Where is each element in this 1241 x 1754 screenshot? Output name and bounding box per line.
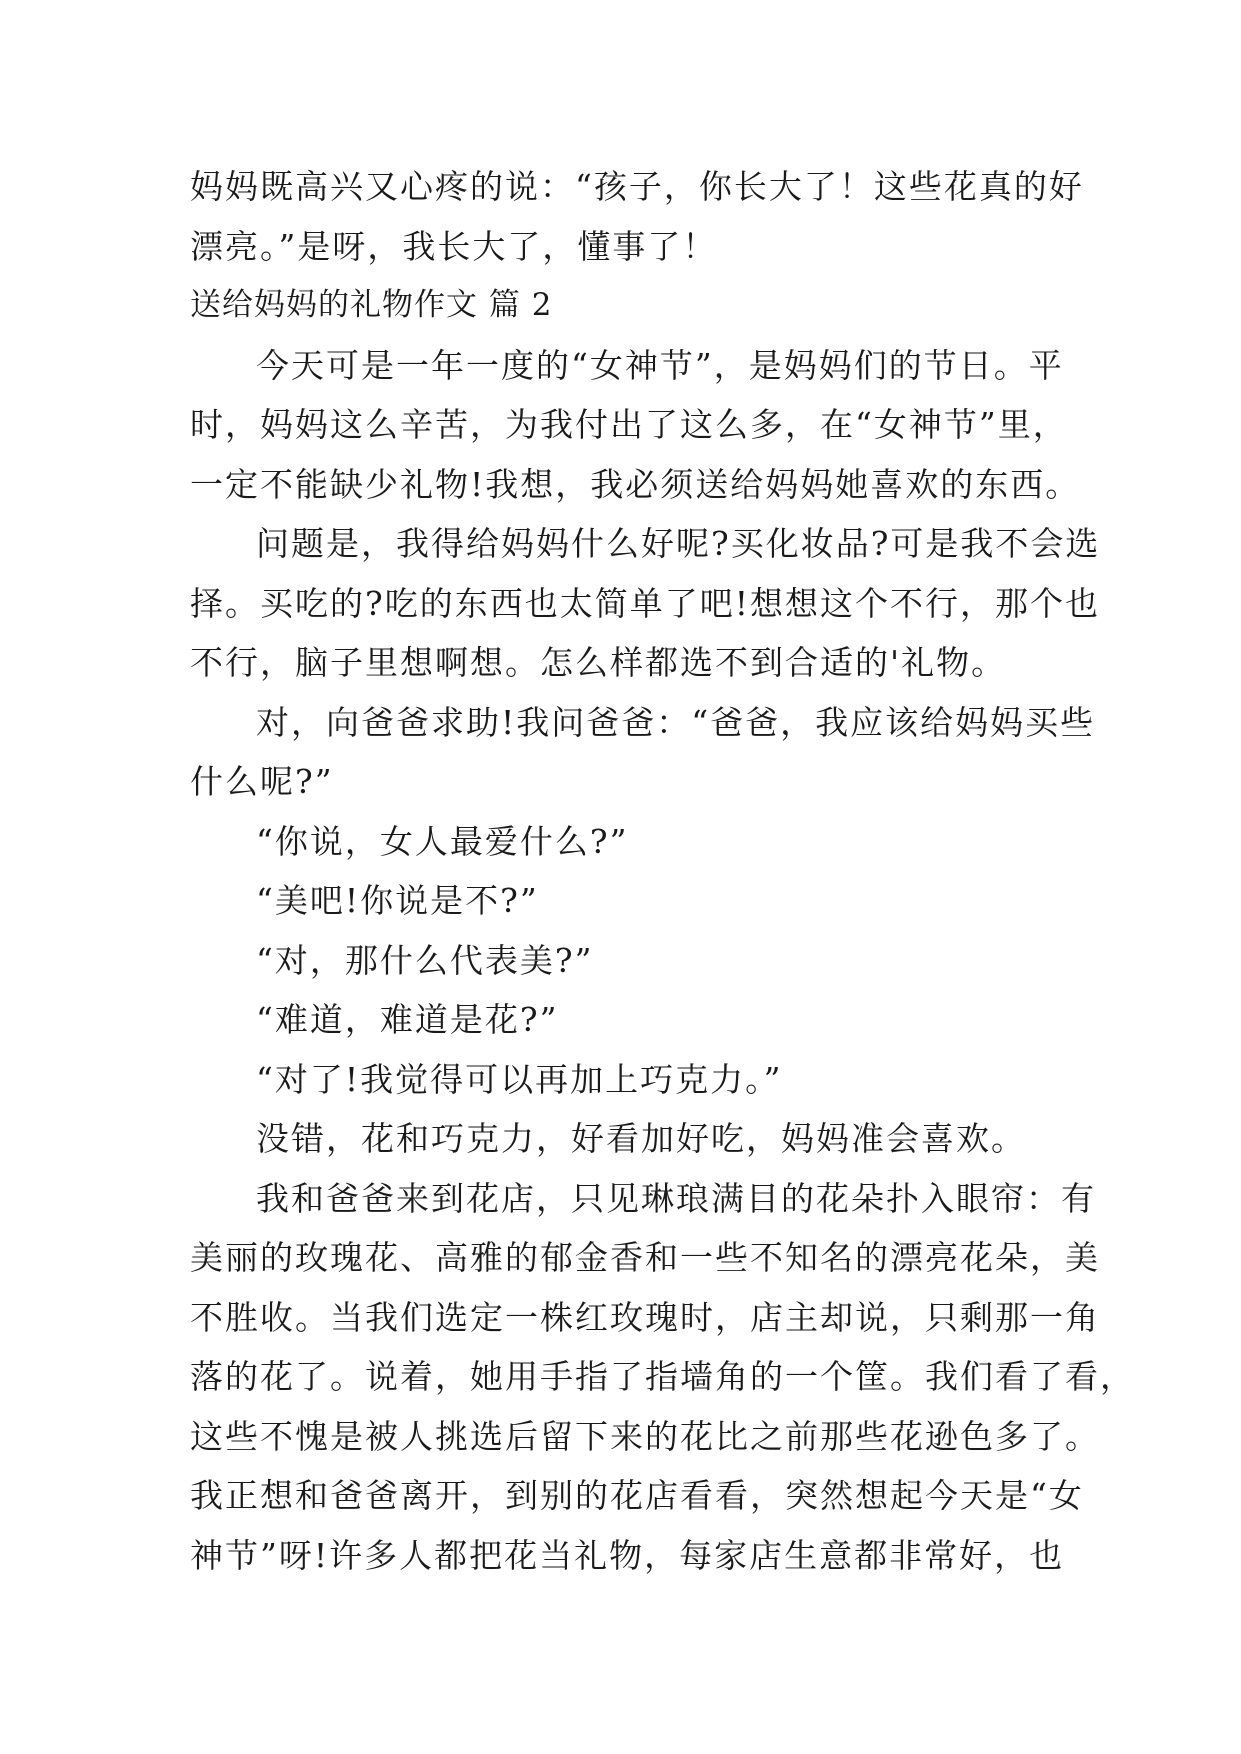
- text-line: 对，向爸爸求助!我问爸爸：“爸爸，我应该给妈妈买些: [256, 702, 1096, 742]
- text-line: 我和爸爸来到花店，只见琳琅满目的花朵扑入眼帘：有: [256, 1178, 1096, 1218]
- text-line: 我正想和爸爸离开，到别的花店看看，突然想起今天是“女: [190, 1476, 1084, 1515]
- text-line: 不胜收。当我们选定一株红玫瑰时，店主却说，只剩那一角: [190, 1297, 1100, 1337]
- text-line: “对，那什么代表美?”: [256, 940, 594, 980]
- text-line: 漂亮。”是呀，我长大了，懂事了！: [190, 226, 718, 266]
- text-line: 时，妈妈这么辛苦，为我付出了这么多，在“女神节”里，: [190, 405, 1068, 444]
- section-title: 送给妈妈的礼物作文 篇 2: [190, 287, 553, 323]
- text-line: 一定不能缺少礼物!我想，我必须送给妈妈她喜欢的东西。: [190, 464, 1081, 504]
- text-line: 择。买吃的?吃的东西也太简单了吧!想想这个不行，那个也: [190, 583, 1100, 623]
- text-line: 问题是，我得给妈妈什么好呢?买化妆品?可是我不会选: [256, 524, 1101, 563]
- text-line: 今天可是一年一度的“女神节”，是妈妈们的节日。平: [256, 345, 1064, 385]
- text-line: 神节”呀!许多人都把花当礼物，每家店生意都非常好，也: [190, 1535, 1065, 1575]
- text-line: 美丽的玫瑰花、高雅的郁金香和一些不知名的漂亮花朵，美: [190, 1238, 1100, 1277]
- text-line: 落的花了。说着，她用手指了指墙角的一个筐。我们看了看，: [190, 1357, 1135, 1396]
- text-line: 不行，脑子里想啊想。怎么样都选不到合适的'礼物。: [190, 643, 1007, 682]
- text-line: 妈妈既高兴又心疼的说：“孩子，你长大了！这些花真的好: [190, 167, 1084, 206]
- text-line: “你说，女人最爱什么?”: [256, 821, 629, 861]
- text-line: 没错，花和巧克力，好看加好吃，妈妈准会喜欢。: [256, 1119, 1026, 1158]
- text-line: “美吧!你说是不?”: [256, 881, 539, 920]
- text-line: 什么呢?”: [190, 762, 334, 801]
- text-line: 这些不愧是被人挑选后留下来的花比之前那些花逊色多了。: [190, 1416, 1100, 1456]
- essay-body: [190, 157, 1135, 1585]
- text-line: “对了!我觉得可以再加上巧克力。”: [256, 1059, 783, 1099]
- text-line: “难道，难道是花?”: [256, 1000, 559, 1039]
